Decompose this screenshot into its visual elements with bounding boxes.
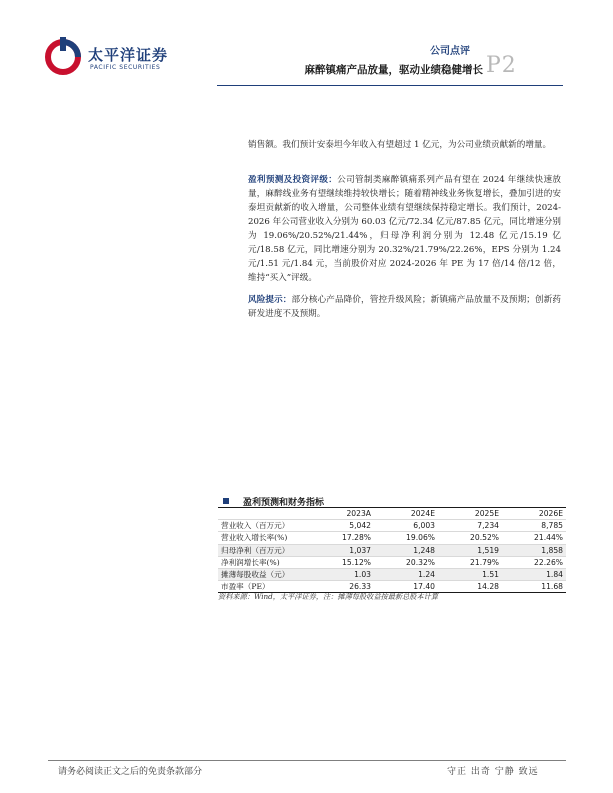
paragraph-risk (248, 293, 561, 321)
footer-divider (48, 760, 566, 761)
table-row (218, 544, 566, 556)
footer-slogan: 守正 出奇 宁静 致远 (447, 767, 539, 777)
report-title: 麻醉镇痛产品放量，驱动业绩稳健增长 (304, 64, 483, 76)
page-number: P2 (486, 53, 517, 78)
table-cell: 5,042 (310, 520, 374, 532)
table-header-row (218, 508, 566, 520)
table-cell: 19.06% (374, 532, 438, 544)
row-label: 摊薄每股收益（元） (218, 568, 310, 580)
footer-disclaimer: 请务必阅读正文之后的免责条款部分 (58, 767, 203, 777)
forecast-heading: 盈利预测及投资评级： (248, 175, 338, 185)
table-row (218, 581, 566, 593)
square-bullet-icon (223, 498, 229, 504)
logo-company-name: 太平洋证券 (88, 46, 169, 64)
header-cell: 2023A (310, 508, 374, 520)
table-cell: 17.28% (310, 532, 374, 544)
header-divider (217, 85, 563, 86)
table-title-text: 盈利预测和财务指标 (243, 498, 325, 508)
table-cell: 14.28 (438, 581, 502, 593)
table-cell: 8,785 (502, 520, 566, 532)
company-logo-icon (43, 37, 83, 75)
report-type: 公司点评 (430, 46, 470, 57)
table-cell: 20.52% (438, 532, 502, 544)
risk-heading: 风险提示： (248, 295, 292, 305)
table-cell: 21.44% (502, 532, 566, 544)
table-cell: 1,037 (310, 544, 374, 556)
logo-company-name-en: PACIFIC SECURITIES (90, 64, 161, 71)
financial-table (218, 507, 566, 593)
row-label: 市盈率（PE） (218, 581, 310, 593)
header-cell: 2026E (502, 508, 566, 520)
table-row (218, 532, 566, 544)
table-cell: 17.40 (374, 581, 438, 593)
row-label: 归母净利（百万元） (218, 544, 310, 556)
header-cell: 2025E (438, 508, 502, 520)
table-cell: 1,858 (502, 544, 566, 556)
table-cell: 1.03 (310, 568, 374, 580)
table-cell: 1,519 (438, 544, 502, 556)
row-label: 营业收入增长率(%) (218, 532, 310, 544)
table-cell: 7,234 (438, 520, 502, 532)
table-cell: 1.51 (438, 568, 502, 580)
source-note: 资料来源：Wind，太平洋证券，注：摊薄每股收益按最新总股本计算 (218, 592, 439, 601)
header-cell (218, 508, 310, 520)
table-cell: 15.12% (310, 556, 374, 568)
table-cell: 1.84 (502, 568, 566, 580)
table-cell: 11.68 (502, 581, 566, 593)
table-row (218, 520, 566, 532)
table-cell: 20.32% (374, 556, 438, 568)
table-row (218, 568, 566, 580)
forecast-text: 公司管制类麻醉镇痛系列产品有望在 2024 年继续快速放量，麻醉线业务有望继续维持较快增长；随着精神线业务恢复增长，叠加引进的安泰坦贡献新的收入增量，公司整体业绩有望继续保持稳定增长。我们预计，2024-2026 年公司营业收入分别为 60.03 亿元/72.34 亿元/87.85 亿元，同比增速分别为 19.06%/20.52%/21.44%，归母净利润分别为 12.48 亿元/15.19 亿元/18.58 亿元，同比增速分别为 20.32%/21.79%/22.26%，EPS 分别为 1.24 元/1.51 元/1.84 元，当前股价对应 2024-2026 年 PE 为 17 倍/14 倍/12 倍，维持“买入”评级。 (248, 175, 561, 283)
row-label: 净利润增长率(%) (218, 556, 310, 568)
table-row (218, 556, 566, 568)
paragraph-sales: 销售额。我们预计安泰坦今年收入有望超过 1 亿元，为公司业绩贡献新的增量。 (248, 140, 552, 150)
table-cell: 6,003 (374, 520, 438, 532)
table-cell: 22.26% (502, 556, 566, 568)
header-cell: 2024E (374, 508, 438, 520)
row-label: 营业收入（百万元） (218, 520, 310, 532)
table-cell: 1.24 (374, 568, 438, 580)
table-cell: 1,248 (374, 544, 438, 556)
table-cell: 21.79% (438, 556, 502, 568)
table-cell: 26.33 (310, 581, 374, 593)
paragraph-forecast (248, 173, 561, 285)
risk-text: 部分核心产品降价，管控升级风险；新镇痛产品放量不及预期；创新药研发进度不及预期。 (248, 295, 561, 319)
